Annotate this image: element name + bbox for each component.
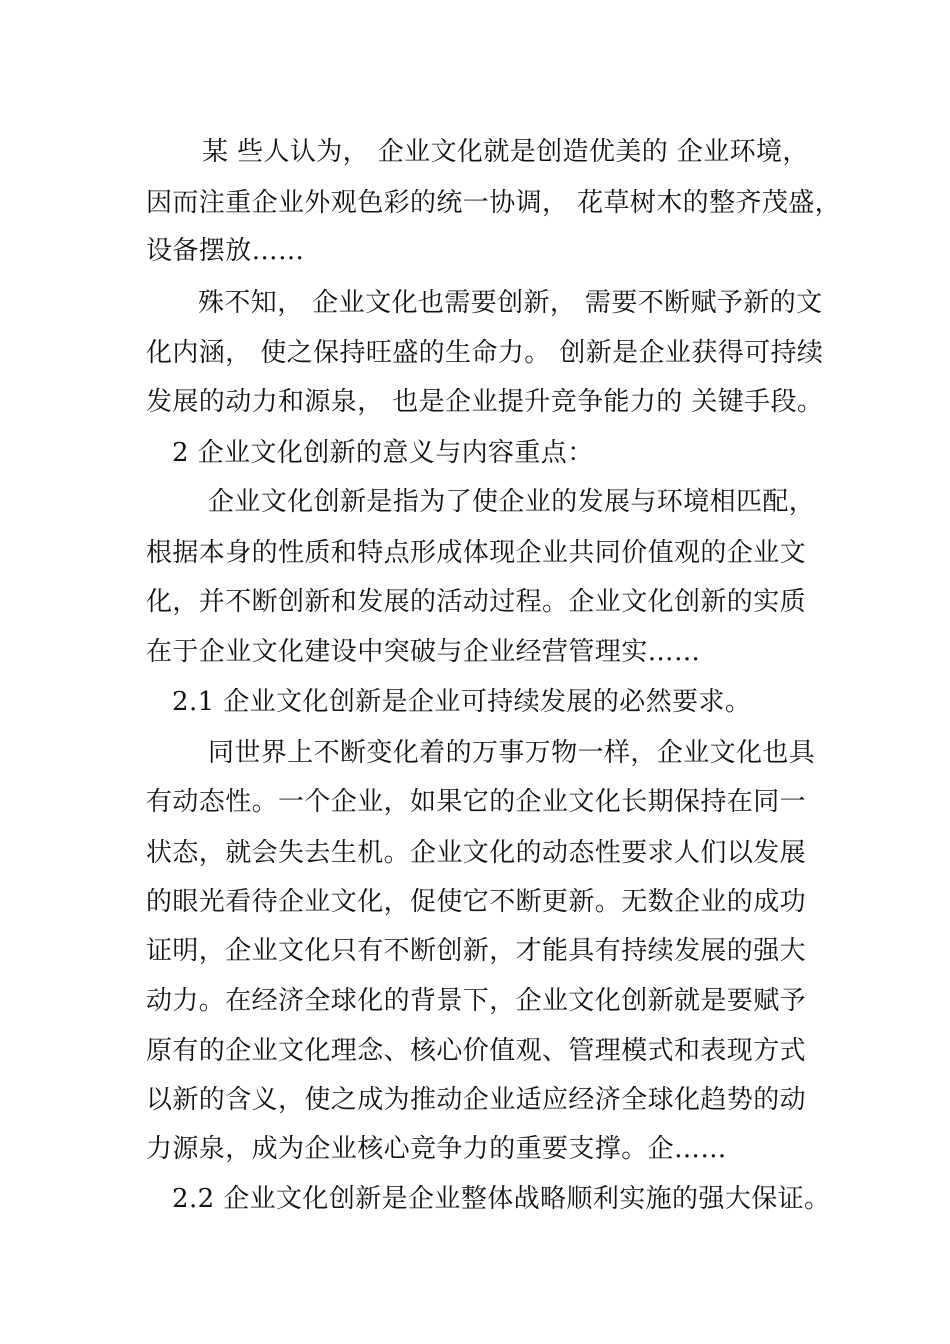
text-line: 化内涵， 使之保持旺盛的生命力。 创新是企业获得可持续 [146, 338, 824, 368]
text-line: 化，并不断创新和发展的活动过程。企业文化创新的实质 [146, 587, 807, 617]
text-line: 某 些人认为， 企业文化就是创造优美的 企业环境， [202, 137, 809, 167]
text-line: 原有的企业文化理念、核心价值观、管理模式和表现方式 [146, 1036, 807, 1066]
text-line: 发展的动力和源泉， 也是企业提升竞争能力的 关键手段。 [146, 387, 824, 417]
text-line: 企业文化创新是指为了使企业的发展与环境相匹配， [208, 487, 816, 517]
text-line: 力源泉，成为企业核心竞争力的重要支撑。企…… [146, 1134, 727, 1164]
text-line: 证明，企业文化只有不断创新，才能具有持续发展的强大 [146, 936, 807, 966]
text-line: 设备摆放…… [146, 236, 305, 266]
text-line: 同世界上不断变化着的万事万物一样，企业文化也具 [208, 738, 816, 768]
text-line: 动力。在经济全球化的背景下，企业文化创新就是要赋予 [146, 986, 807, 1016]
text-line: 殊不知， 企业文化也需要创新， 需要不断赋予新的文 [198, 288, 823, 318]
text-line: 以新的含义，使之成为推动企业适应经济全球化趋势的动 [146, 1085, 807, 1115]
text-line: 根据本身的性质和特点形成体现企业共同价值观的企业文 [146, 538, 807, 568]
text-line: 状态，就会失去生机。企业文化的动态性要求人们以发展 [146, 838, 807, 868]
text-line: 因而注重企业外观色彩的统一协调， 花草树木的整齐茂盛， [146, 188, 842, 218]
text-line: 的眼光看待企业文化，促使它不断更新。无数企业的成功 [146, 887, 807, 917]
text-line: 在于企业文化建设中突破与企业经营管理实…… [146, 637, 701, 667]
section-heading: 2.2 企业文化创新是企业整体战略顺利实施的强大保证。 [172, 1184, 831, 1214]
section-heading: 2.1 企业文化创新是企业可持续发展的必然要求。 [172, 687, 752, 717]
section-heading: 2 企业文化创新的意义与内容重点： [172, 438, 594, 468]
text-line: 有动态性。一个企业，如果它的企业文化长期保持在同一 [146, 787, 807, 817]
